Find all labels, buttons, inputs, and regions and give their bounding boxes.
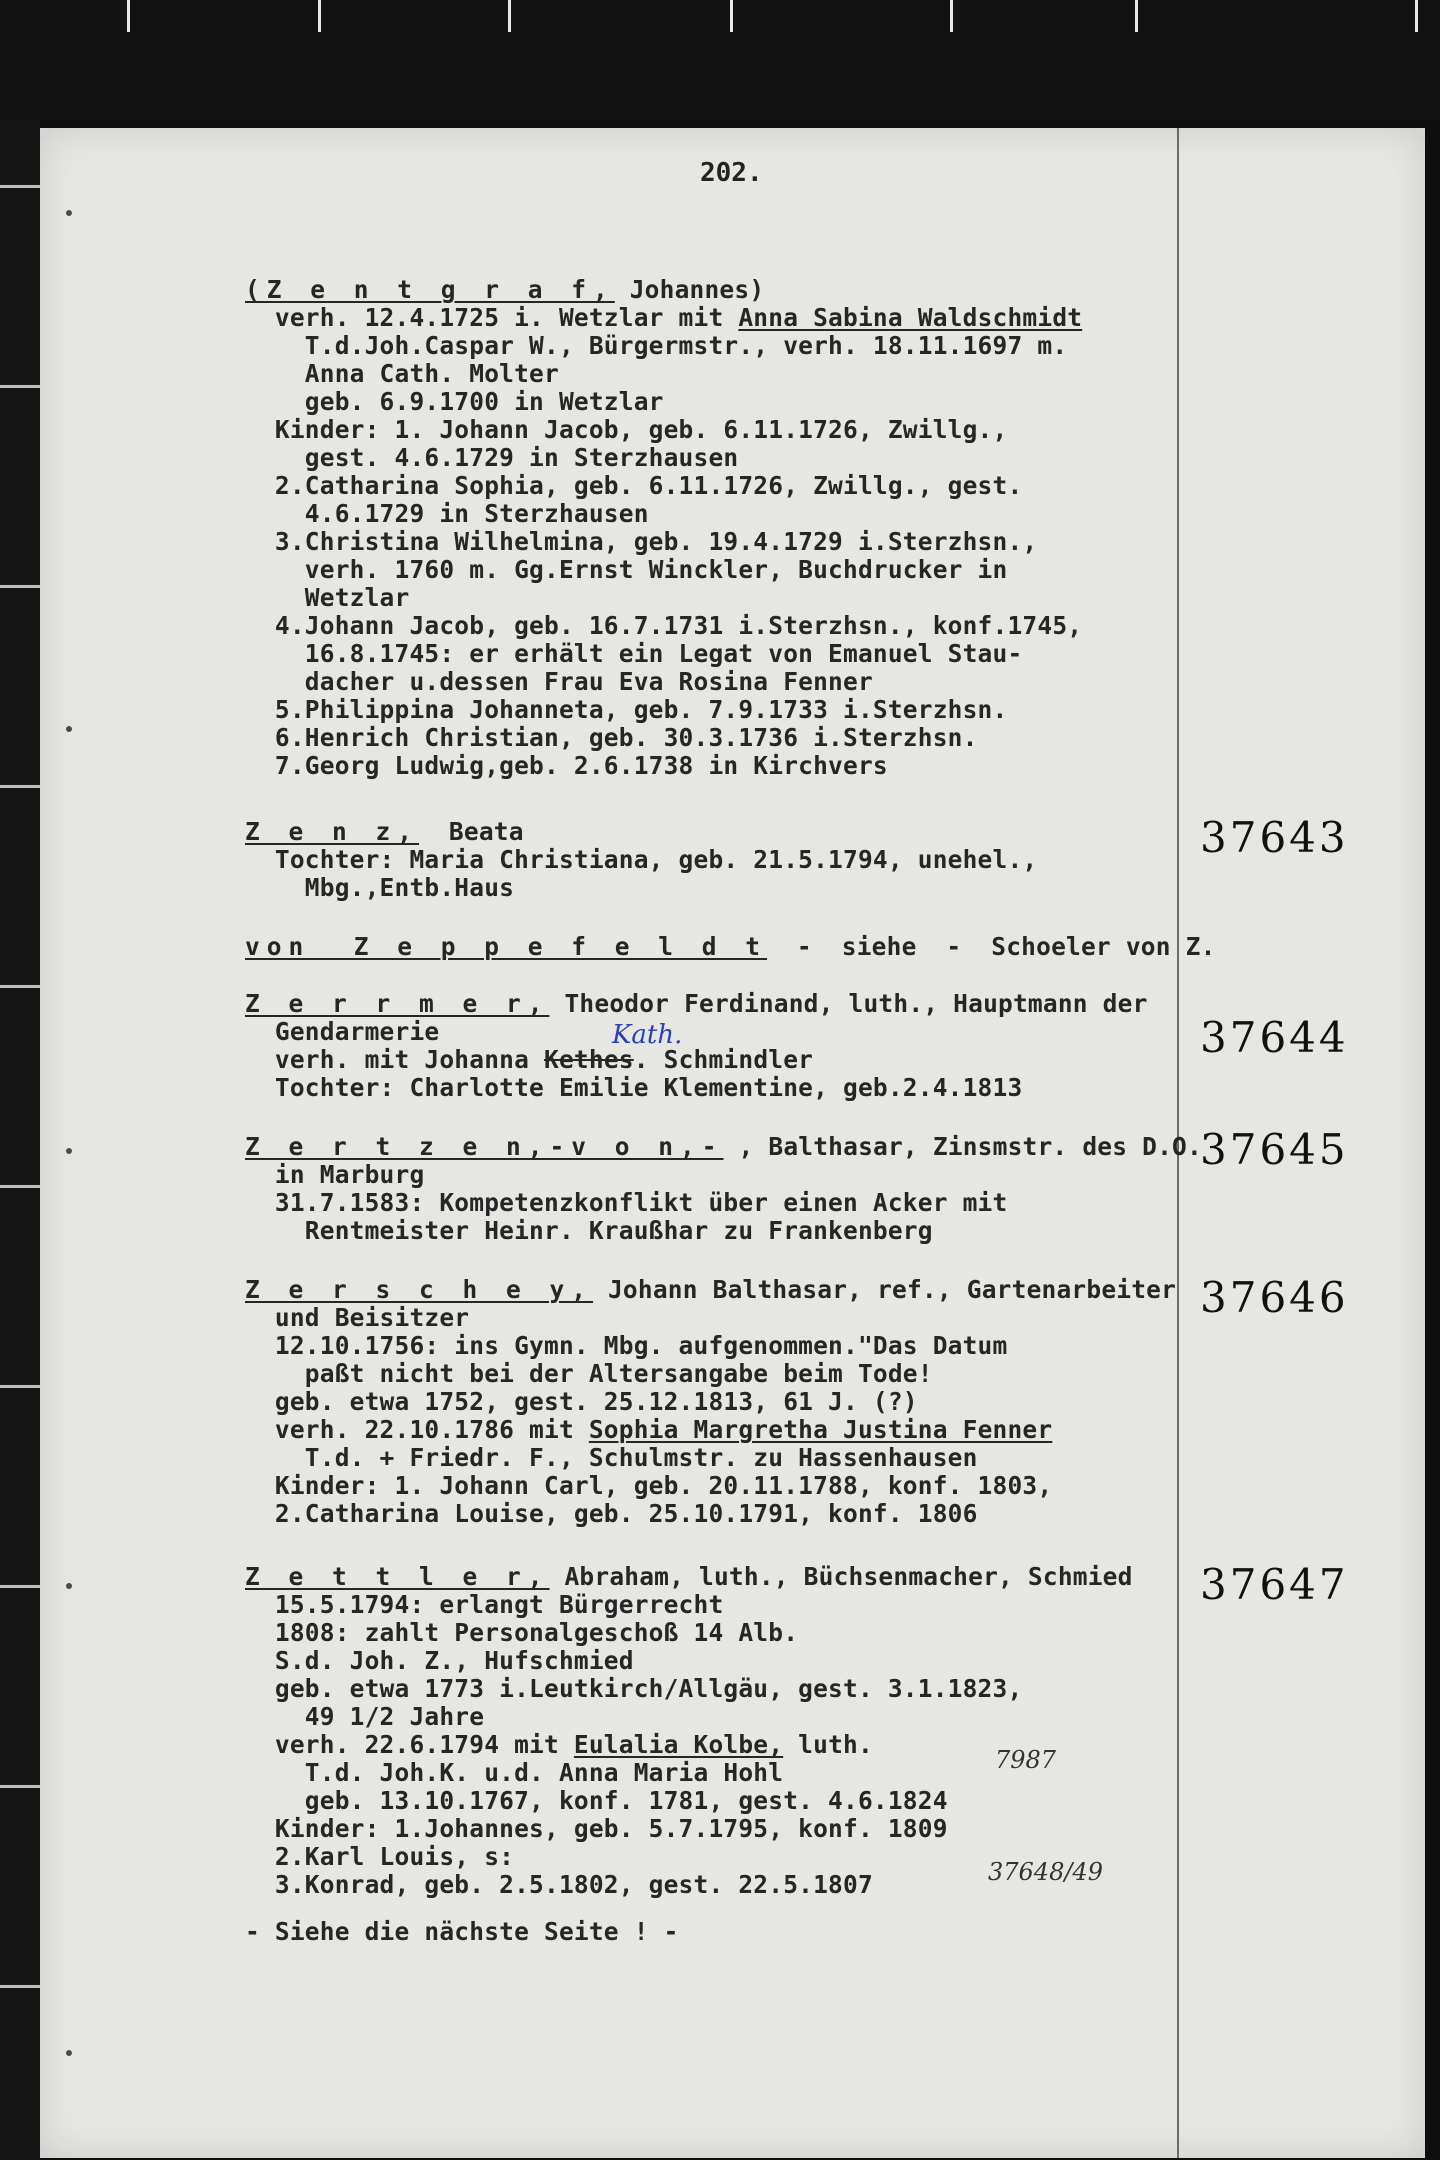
entry-line: geb. 13.10.1767, konf. 1781, gest. 4.6.1824: [245, 1786, 948, 1815]
entry-line: 49 1/2 Jahre: [245, 1702, 485, 1731]
entry-line: 1808: zahlt Personalgeschoß 14 Alb.: [245, 1618, 799, 1647]
entry-line: Gendarmerie: [245, 1017, 440, 1046]
entry-line: 2.Karl Louis, s:: [245, 1842, 515, 1871]
handwritten-reference: 37648/49: [988, 1858, 1103, 1886]
punch-hole: [66, 1583, 72, 1589]
punch-hole: [66, 1148, 72, 1154]
entry-line: Kinder: 1.Johannes, geb. 5.7.1795, konf. 1809: [245, 1814, 948, 1843]
ruler-tick: [730, 0, 733, 32]
page-number: 202.: [700, 158, 763, 188]
entry-line: 3.Konrad, geb. 2.5.1802, gest. 22.5.1807: [245, 1870, 873, 1899]
ruler-tick: [950, 0, 953, 32]
ruler-mark: [0, 1985, 40, 1988]
reference-number: 37645: [1200, 1125, 1349, 1174]
entry-heading: Z e r r m e r, Theodor Ferdinand, luth., Hauptmann der: [245, 989, 1148, 1018]
entry-line: 7.Georg Ludwig,geb. 2.6.1738 in Kirchvers: [245, 751, 888, 780]
entry-line: verh. 12.4.1725 i. Wetzlar mit Anna Sabina Waldschmidt: [245, 303, 1083, 332]
entry-heading: [245, 276, 764, 304]
entry-line: 12.10.1756: ins Gymn. Mbg. aufgenommen."Das Datum: [245, 1331, 1008, 1360]
punch-hole: [66, 726, 72, 732]
reference-number: 37643: [1200, 813, 1349, 862]
ruler-mark: [0, 185, 40, 188]
ruler-mark: [0, 1185, 40, 1188]
ruler-mark: [0, 985, 40, 988]
reference-number: 37646: [1200, 1273, 1349, 1322]
entry-line: T.d. + Friedr. F., Schulmstr. zu Hassenhausen: [245, 1443, 978, 1472]
entry-line: Tochter: Maria Christiana, geb. 21.5.1794, unehel.,: [245, 845, 1038, 874]
entry-line: 15.5.1794: erlangt Bürgerrecht: [245, 1590, 724, 1619]
ruler-tick: [1415, 0, 1418, 32]
ruler-mark: [0, 385, 40, 388]
ruler-tick: [127, 0, 130, 32]
entry-line: Anna Cath. Molter: [245, 359, 559, 388]
entry-line: geb. 6.9.1700 in Wetzlar: [245, 387, 664, 416]
entry-line: geb. etwa 1752, gest. 25.12.1813, 61 J. (?): [245, 1387, 918, 1416]
entry-line: geb. etwa 1773 i.Leutkirch/Allgäu, gest. 3.1.1823,: [245, 1674, 1023, 1703]
scanner-top-strip: [0, 0, 1440, 120]
entry-line: Kinder: 1. Johann Jacob, geb. 6.11.1726, Zwillg.,: [245, 415, 1008, 444]
entry-line: gest. 4.6.1729 in Sterzhausen: [245, 443, 739, 472]
surname: Z e t t l e r,: [245, 1562, 550, 1591]
struck-text: Kethes: [544, 1045, 634, 1074]
entry-line: T.d. Joh.K. u.d. Anna Maria Hohl: [245, 1758, 784, 1787]
reference-number: 37644: [1200, 1013, 1349, 1062]
ruler-tick: [318, 0, 321, 32]
entry-line: 4.6.1729 in Sterzhausen: [245, 499, 649, 528]
entry-line: verh. 22.10.1786 mit Sophia Margretha Justina Fenner: [245, 1415, 1053, 1444]
given-name: Johannes): [614, 275, 765, 304]
entry-line: und Beisitzer: [245, 1303, 470, 1332]
handwritten-correction: Kath.: [612, 1020, 683, 1050]
entry-line: Mbg.,Entb.Haus: [245, 873, 515, 902]
entry-line: 4.Johann Jacob, geb. 16.7.1731 i.Sterzhsn., konf.1745,: [245, 611, 1083, 640]
entry-line: 5.Philippina Johanneta, geb. 7.9.1733 i.Sterzhsn.: [245, 695, 1008, 724]
entry-line: 2.Catharina Louise, geb. 25.10.1791, konf. 1806: [245, 1499, 978, 1528]
index-card-sheet: [40, 128, 1425, 2158]
entry-line: S.d. Joh. Z., Hufschmied: [245, 1646, 634, 1675]
punch-hole: [66, 210, 72, 216]
scanner-left-ruler: [0, 120, 40, 2160]
entry-line: dacher u.dessen Frau Eva Rosina Fenner: [245, 667, 873, 696]
entry-heading: von Z e p p e f e l d t - siehe - Schoeler von Z.: [245, 932, 1216, 961]
entry-line: verh. 22.6.1794 mit Eulalia Kolbe, luth.: [245, 1730, 873, 1759]
ruler-mark: [0, 1385, 40, 1388]
surname: von Z e p p e f e l d t: [245, 932, 768, 961]
entry-line: Tochter: Charlotte Emilie Klementine, geb.2.4.1813: [245, 1073, 1023, 1102]
ruler-mark: [0, 585, 40, 588]
entry-line: 6.Henrich Christian, geb. 30.3.1736 i.Sterzhsn.: [245, 723, 978, 752]
handwritten-note: 7987: [995, 1746, 1057, 1774]
entry-line: in Marburg: [245, 1160, 425, 1189]
ruler-mark: [0, 1585, 40, 1588]
entry-heading: Z e n z, Beata: [245, 817, 524, 846]
entry-heading: Z e r s c h e y, Johann Balthasar, ref., Gartenarbeiter: [245, 1275, 1177, 1304]
surname: Z e r t z e n,-v o n,-: [245, 1132, 724, 1161]
entry-heading: Z e t t l e r, Abraham, luth., Büchsenmacher, Schmied: [245, 1562, 1133, 1591]
ruler-mark: [0, 785, 40, 788]
entry-line: 16.8.1745: er erhält ein Legat von Emanuel Stau-: [245, 639, 1023, 668]
punch-hole: [66, 2050, 72, 2056]
surname: Z e r r m e r,: [245, 989, 550, 1018]
entry-line: 2.Catharina Sophia, geb. 6.11.1726, Zwillg., gest.: [245, 471, 1023, 500]
entry-line: T.d.Joh.Caspar W., Bürgermstr., verh. 18.11.1697 m.: [245, 331, 1068, 360]
reference-number: 37647: [1200, 1560, 1349, 1609]
entry-line: Wetzlar: [245, 583, 410, 612]
ruler-tick: [508, 0, 511, 32]
continuation-note: - Siehe die nächste Seite ! -: [245, 1917, 679, 1946]
entry-line: 3.Christina Wilhelmina, geb. 19.4.1729 i.Sterzhsn.,: [245, 527, 1038, 556]
entry-line: verh. 1760 m. Gg.Ernst Winckler, Buchdrucker in: [245, 555, 1008, 584]
surname: Z e n z,: [245, 817, 420, 846]
ruler-tick: [1135, 0, 1138, 32]
entry-line: Rentmeister Heinr. Kraußhar zu Frankenberg: [245, 1216, 933, 1245]
surname: (Z e n t g r a f,: [245, 275, 615, 304]
entry-line: paßt nicht bei der Altersangabe beim Tode!: [245, 1359, 933, 1388]
entry-line: 31.7.1583: Kompetenzkonflikt über einen Acker mit: [245, 1188, 1008, 1217]
entry-line: Kinder: 1. Johann Carl, geb. 20.11.1788, konf. 1803,: [245, 1471, 1053, 1500]
entry-line: verh. mit Johanna Kethes. Schmindler: [245, 1045, 814, 1074]
ruler-mark: [0, 1785, 40, 1788]
entry-heading: Z e r t z e n,-v o n,- , Balthasar, Zinsmstr. des D.O.: [245, 1132, 1202, 1161]
surname: Z e r s c h e y,: [245, 1275, 594, 1304]
